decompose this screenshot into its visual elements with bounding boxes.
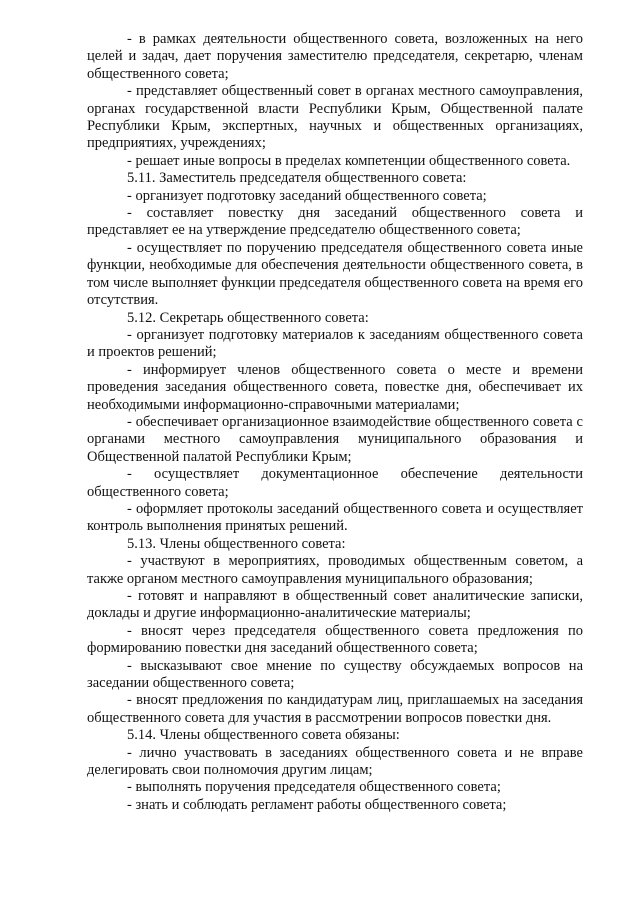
paragraph: - оформляет протоколы заседаний общественного совета и осуществляет контроль выполнения принятых решений. [87, 500, 583, 535]
paragraph: - готовят и направляют в общественный совет аналитические записки, доклады и другие информационно-аналитические материалы; [87, 588, 583, 622]
section-heading-5-14: 5.14. Члены общественного совета обязаны: [127, 727, 400, 744]
paragraph: - в рамках деятельности общественного совета, возложенных на него целей и задач, дает поручения заместителю председателя, секретарю, членам общественного совета; [87, 31, 583, 82]
paragraph: - обеспечивает организационное взаимодействие общественного совета с органами местного самоуправления муниципального образования и Общественной палатой Республики Крым; [87, 413, 583, 465]
section-heading-5-11: 5.11. Заместитель председателя общественного совета: [127, 170, 467, 187]
paragraph: - вносят через председателя общественного совета предложения по формированию повестки дня заседаний общественного совета; [87, 622, 583, 657]
paragraph: - лично участвовать в заседаниях общественного совета и не вправе делегировать свои полномочия другим лицам; [87, 744, 583, 779]
paragraph: - выполнять поручения председателя общественного совета; [127, 779, 501, 796]
paragraph: - знать и соблюдать регламент работы общественного совета; [127, 796, 507, 813]
section-heading-5-13: 5.13. Члены общественного совета: [127, 535, 346, 552]
paragraph: - осуществляет по поручению председателя общественного совета иные функции, необходимые для обеспечения деятельности общественного совета, в том числе выполняет функции председателя общественного совета на время его отсутствия. [87, 239, 583, 309]
paragraph: - составляет повестку дня заседаний общественного совета и представляет ее на утверждение председателю общественного совета; [87, 205, 583, 239]
paragraph: - решает иные вопросы в пределах компетенции общественного совета. [127, 152, 571, 169]
paragraph: - вносят предложения по кандидатурам лиц, приглашаемых на заседания общественного совета для участия в рассмотрении вопросов повестки дня. [87, 692, 583, 726]
paragraph: - информирует членов общественного совета о месте и времени проведения заседания общественного совета, повестке дня, обеспечивает их необходимыми информационно-справочными материалами; [87, 361, 583, 413]
paragraph: - высказывают свое мнение по существу обсуждаемых вопросов на заседании общественного совета; [87, 657, 583, 692]
paragraph: - организует подготовку заседаний общественного совета; [127, 187, 487, 204]
section-heading-5-12: 5.12. Секретарь общественного совета: [127, 309, 369, 326]
document-page [87, 31, 583, 814]
paragraph: - осуществляет документационное обеспечение деятельности общественного совета; [87, 466, 583, 500]
paragraph: - представляет общественный совет в органах местного самоуправления, органах государственной власти Республики Крым, Общественной палате Республики Крым, экспертных, научных и общественных организациях, предприятиях, учреждениях; [87, 83, 583, 152]
paragraph: - организует подготовку материалов к заседаниям общественного совета и проектов решений; [87, 326, 583, 361]
paragraph: - участвуют в мероприятиях, проводимых общественным советом, а также органом местного самоуправления муниципального образования; [87, 553, 583, 587]
